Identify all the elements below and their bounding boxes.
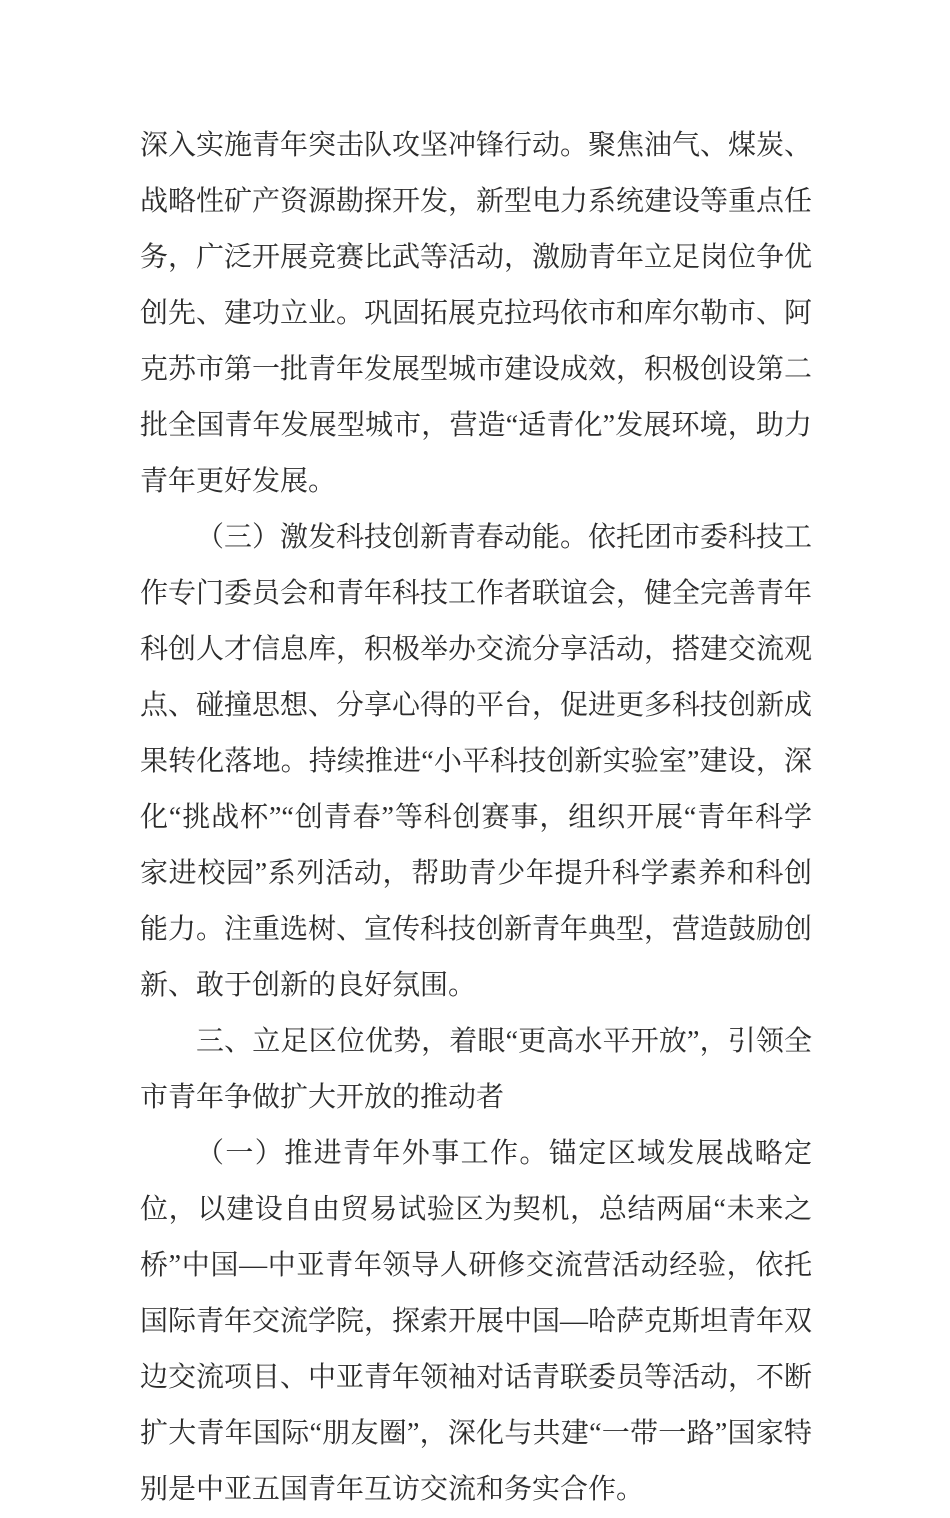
paragraph-section3-item3: （三）激发科技创新青春动能。依托团市委科技工作专门委员会和青年科技工作者联谊会，健全完善青年科创人才信息库，积极举办交流分享活动，搭建交流观点、碰撞思想、分享心得的平台，促进更多科技创新成果转化落地。持续推进“小平科技创新实验室”建设，深化“挑战杯”“创青春”等科创赛事，组织开展“青年科学家进校园”系列活动，帮助青少年提升科学素养和科创能力。注重选树、宣传科技创新青年典型，营造鼓励创新、敢于创新的良好氛围。 xyxy=(140,522,813,1001)
paragraph-youth-commando: 深入实施青年突击队攻坚冲锋行动。聚焦油气、煤炭、战略性矿产资源勘探开发，新型电力系统建设等重点任务，广泛开展竞赛比武等活动，激励青年立足岗位争优创先、建功立业。巩固拓展克拉玛依市和库尔勒市、阿克苏市第一批青年发展型城市建设成效，积极创设第二批全国青年发展型城市，营造“适青化”发展环境，助力青年更好发展。 xyxy=(140,130,813,497)
document-text-column xyxy=(140,118,812,1518)
paragraph-section4-item1: （一）推进青年外事工作。锚定区域发展战略定位，以建设自由贸易试验区为契机，总结两届“未来之桥”中国—中亚青年领导人研修交流营活动经验，依托国际青年交流学院，探索开展中国—哈萨克斯坦青年双边交流项目、中亚青年领袖对话青联委员等活动，不断扩大青年国际“朋友圈”，深化与共建“一带一路”国家特别是中亚五国青年互访交流和务实合作。 xyxy=(140,1138,813,1505)
heading-section-three: 三、立足区位优势，着眼“更高水平开放”，引领全市青年争做扩大开放的推动者 xyxy=(140,1026,812,1113)
